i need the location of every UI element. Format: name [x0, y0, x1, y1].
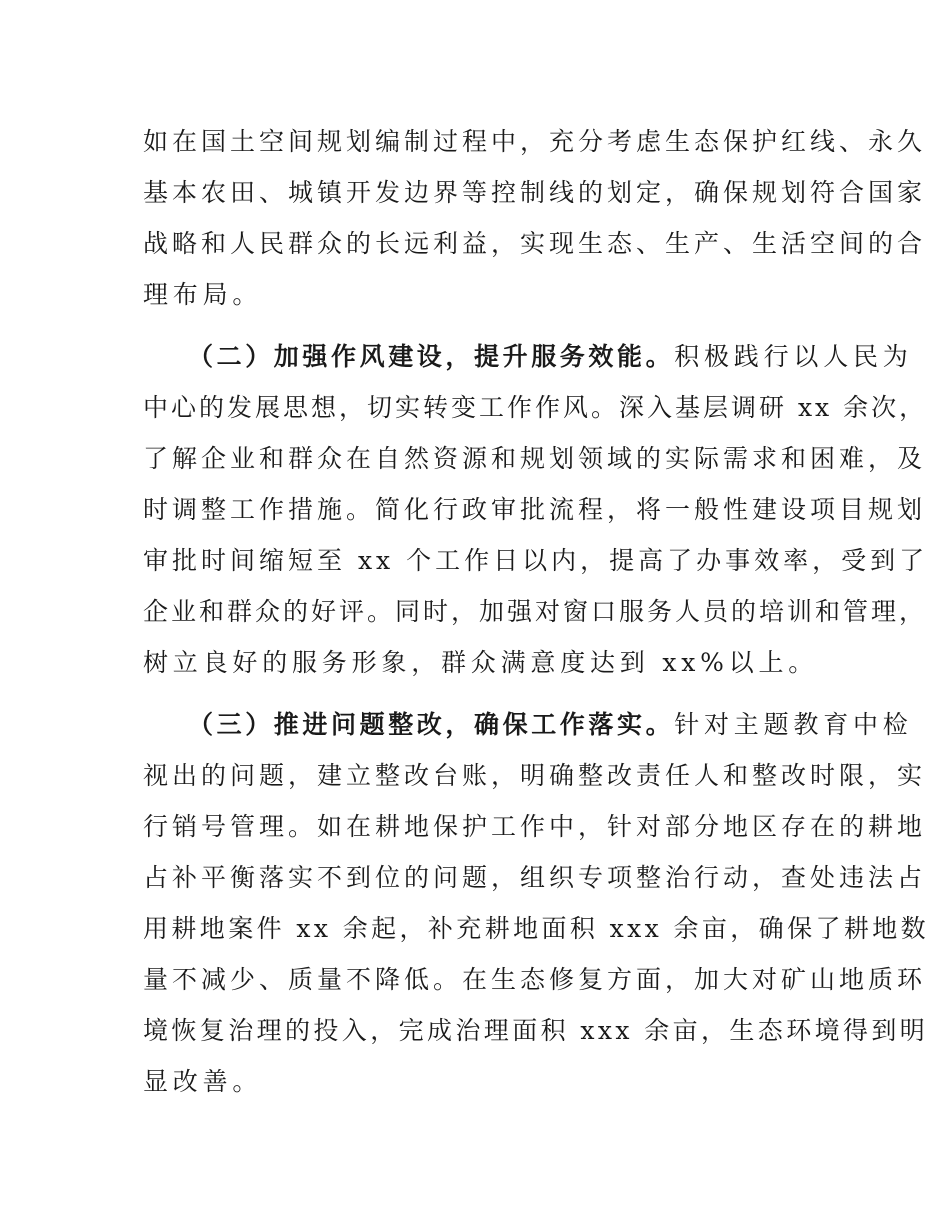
paragraph-2-first-line-text: 积极践行以人民为 [674, 342, 913, 371]
paragraph-1-line-3: 战略和人民群众的长远利益，实现生态、生产、生活空间的合 [143, 229, 927, 258]
paragraph-1-line-1: 如在国土空间规划编制过程中，充分考虑生态保护红线、永久 [143, 127, 927, 156]
paragraph-2-heading: （二）加强作风建设，提升服务效能。 [188, 342, 675, 371]
paragraph-3-line-5: 用耕地案件 xx 余起，补充耕地面积 xxx 余亩，确保了耕地数 [143, 914, 930, 943]
paragraph-3-first-line-text: 针对主题教育中检 [674, 710, 913, 739]
paragraph-3-line-2: 视出的问题，建立整改台账，明确整改责任人和整改时限，实 [143, 761, 927, 790]
paragraph-2-line-4: 时调整工作措施。简化行政审批流程，将一般性建设项目规划 [143, 495, 927, 524]
paragraph-2-line-2: 中心的发展思想，切实转变工作作风。深入基层调研 xx 余次， [143, 393, 928, 422]
paragraph-2-line-1 [188, 340, 913, 374]
paragraph-2-line-5: 审批时间缩短至 xx 个工作日以内，提高了办事效率，受到了 [143, 546, 929, 575]
paragraph-1-line-4: 理布局。 [143, 280, 263, 309]
paragraph-3-line-7: 境恢复治理的投入，完成治理面积 xxx 余亩，生态环境得到明 [143, 1016, 929, 1045]
paragraph-3-line-3: 行销号管理。如在耕地保护工作中，针对部分地区存在的耕地 [143, 812, 927, 841]
paragraph-3-line-8: 显改善。 [143, 1067, 263, 1096]
paragraph-3-heading: （三）推进问题整改，确保工作落实。 [188, 710, 675, 739]
paragraph-2-line-6: 企业和群众的好评。同时，加强对窗口服务人员的培训和管理， [143, 597, 928, 626]
paragraph-2-line-3: 了解企业和群众在自然资源和规划领域的实际需求和困难，及 [143, 444, 927, 473]
paragraph-3-line-1 [188, 708, 913, 742]
paragraph-2-line-7: 树立良好的服务形象，群众满意度达到 xx%以上。 [143, 648, 819, 677]
paragraph-1-line-2: 基本农田、城镇开发边界等控制线的划定，确保规划符合国家 [143, 178, 927, 207]
paragraph-3-line-4: 占补平衡落实不到位的问题，组织专项整治行动，查处违法占 [143, 863, 927, 892]
paragraph-3-line-6: 量不减少、质量不降低。在生态修复方面，加大对矿山地质环 [143, 965, 927, 994]
